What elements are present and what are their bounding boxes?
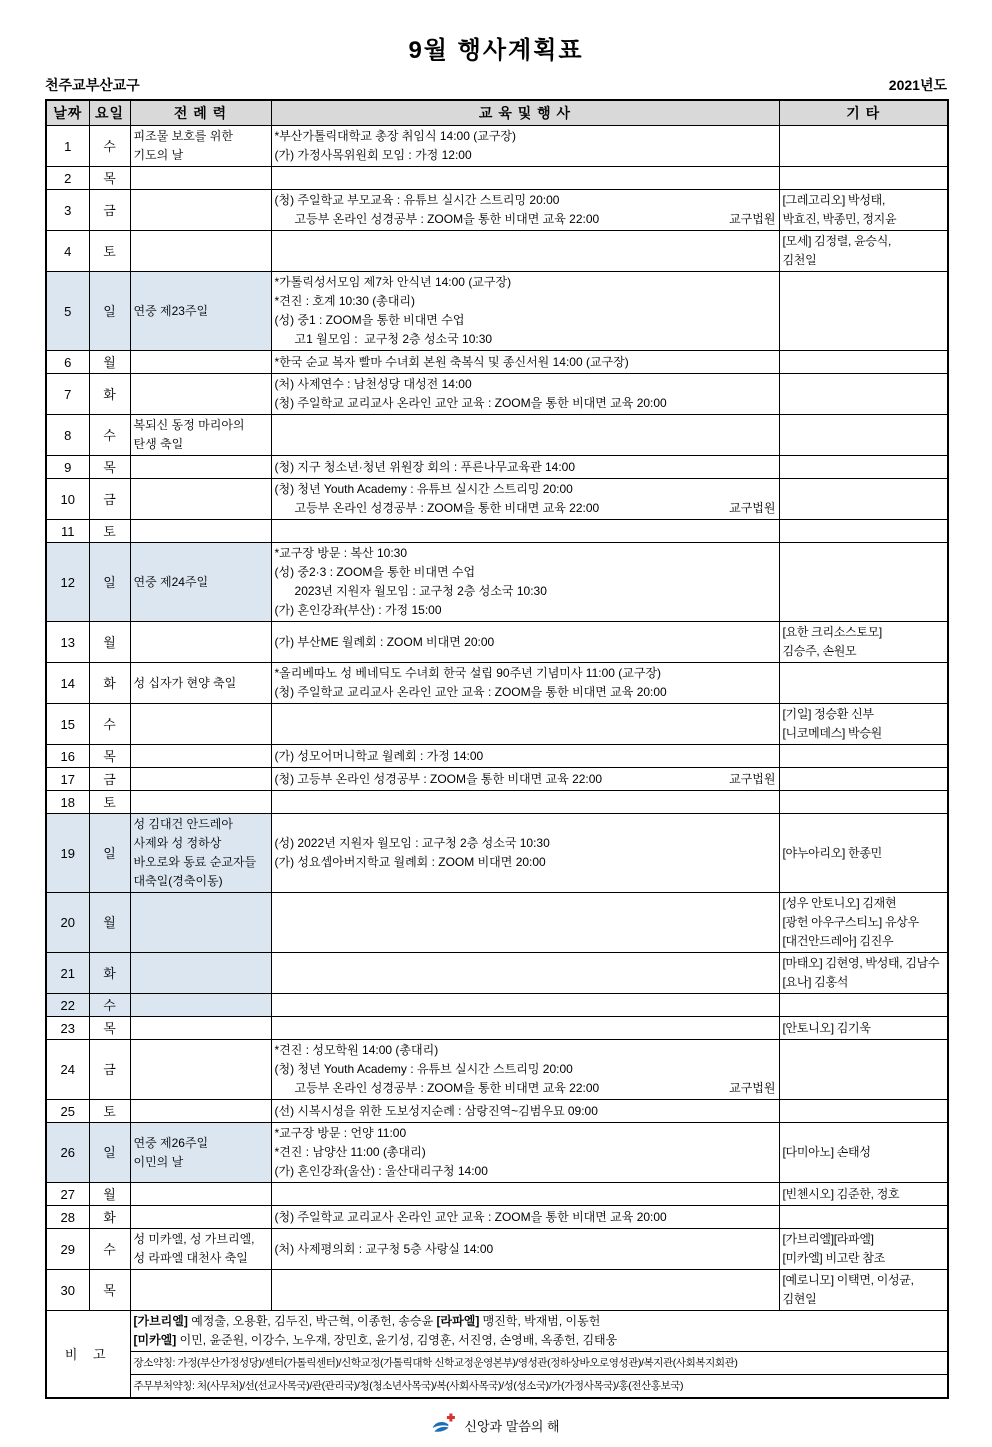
schedule-row	[46, 190, 948, 231]
etc-cell	[779, 622, 948, 663]
etc-cell	[779, 1270, 948, 1311]
etc-cell	[779, 374, 948, 415]
date-cell: 4	[46, 231, 89, 272]
liturgy-cell	[130, 479, 271, 520]
event-line: (청) 청년 Youth Academy : 유튜브 실시간 스트리밍 20:00	[274, 482, 573, 496]
etc-cell	[779, 1183, 948, 1206]
liturgy-cell	[130, 953, 271, 994]
events-cell	[271, 272, 779, 351]
liturgy-line: 성 미카엘, 성 가브리엘,	[133, 1232, 255, 1246]
date-cell: 3	[46, 190, 89, 231]
day-cell: 목	[89, 1017, 130, 1040]
day-cell: 월	[89, 893, 130, 953]
liturgy-line: 사제와 성 정하상	[133, 836, 222, 850]
schedule-row	[46, 814, 948, 893]
schedule-row	[46, 1183, 948, 1206]
date-cell: 16	[46, 745, 89, 768]
liturgy-cell	[130, 1123, 271, 1183]
etc-line: [예로니모] 이택면, 이성균,	[782, 1273, 914, 1287]
etc-cell	[779, 190, 948, 231]
etc-cell	[779, 1229, 948, 1270]
date-cell: 13	[46, 622, 89, 663]
etc-line: [모세] 김정렬, 윤승식,	[782, 234, 892, 248]
notes-content	[130, 1352, 948, 1375]
events-cell	[271, 456, 779, 479]
schedule-row	[46, 704, 948, 745]
event-line: (가) 혼인강좌(부산) : 가정 15:00	[274, 603, 442, 617]
notes-content	[130, 1311, 948, 1352]
day-cell: 월	[89, 351, 130, 374]
day-cell: 목	[89, 1270, 130, 1311]
etc-line: [그레고리오] 박성태,	[782, 193, 885, 207]
liturgy-cell	[130, 126, 271, 167]
event-line: (성) 중2·3 : ZOOM을 통한 비대면 수업	[274, 565, 476, 579]
schedule-row	[46, 1229, 948, 1270]
schedule-row	[46, 622, 948, 663]
etc-cell	[779, 126, 948, 167]
date-cell: 26	[46, 1123, 89, 1183]
events-cell	[271, 543, 779, 622]
notes-text: 맹진학, 박재범, 이동헌	[479, 1314, 601, 1328]
liturgy-cell	[130, 231, 271, 272]
events-cell	[271, 1123, 779, 1183]
liturgy-cell	[130, 994, 271, 1017]
event-line	[275, 499, 776, 518]
events-cell	[271, 1229, 779, 1270]
events-cell	[271, 1040, 779, 1100]
day-cell: 일	[89, 543, 130, 622]
notes-row	[46, 1375, 948, 1399]
liturgy-cell	[130, 893, 271, 953]
events-cell	[271, 1206, 779, 1229]
day-cell: 수	[89, 415, 130, 456]
event-line: *올리베따노 성 베네딕도 수녀회 한국 설립 90주년 기념미사 11:00 (교구장)	[274, 666, 662, 680]
event-text: 고등부 온라인 성경공부 : ZOOM을 통한 비대면 교육 22:00	[274, 212, 600, 226]
events-cell	[271, 190, 779, 231]
etc-line: [니코메데스] 박승원	[782, 726, 882, 740]
date-cell: 9	[46, 456, 89, 479]
etc-cell	[779, 663, 948, 704]
schedule-row	[46, 374, 948, 415]
schedule-row	[46, 1206, 948, 1229]
schedule-row	[46, 1100, 948, 1123]
event-text: (청) 고등부 온라인 성경공부 : ZOOM을 통한 비대면 교육 22:00	[274, 771, 603, 786]
event-line: (성) 중1 : ZOOM을 통한 비대면 수업	[274, 313, 465, 327]
event-line: 고1 월모임 : 교구청 2층 성소국 10:30	[274, 332, 493, 346]
events-cell	[271, 745, 779, 768]
etc-cell	[779, 994, 948, 1017]
diocese-logo	[432, 1413, 458, 1437]
event-line	[275, 1079, 776, 1098]
event-line: (가) 성모어머니학교 월례회 : 가정 14:00	[274, 748, 484, 763]
date-cell: 21	[46, 953, 89, 994]
etc-line: 김승주, 손원모	[782, 644, 857, 658]
event-line: (선) 시복시성을 위한 도보성지순례 : 삼랑진역~김범우묘 09:00	[274, 1103, 598, 1118]
event-line: *견진 : 호계 10:30 (총대리)	[274, 294, 416, 308]
day-cell: 수	[89, 994, 130, 1017]
liturgy-cell	[130, 704, 271, 745]
date-cell: 23	[46, 1017, 89, 1040]
liturgy-cell	[130, 745, 271, 768]
event-line: *한국 순교 복자 빨마 수녀회 본원 축복식 및 종신서원 14:00 (교구장)	[274, 354, 629, 369]
event-text: 고등부 온라인 성경공부 : ZOOM을 통한 비대면 교육 22:00	[274, 501, 600, 515]
liturgy-cell	[130, 272, 271, 351]
liturgy-cell	[130, 814, 271, 893]
date-cell: 2	[46, 167, 89, 190]
events-cell	[271, 1270, 779, 1311]
etc-line: 박효진, 박종민, 정지윤	[782, 212, 897, 226]
notes-text: 예정출, 오용환, 김두진, 박근혁, 이종헌, 송승윤	[187, 1314, 437, 1328]
events-cell	[271, 1017, 779, 1040]
day-cell: 화	[89, 663, 130, 704]
etc-cell	[779, 745, 948, 768]
etc-cell	[779, 167, 948, 190]
event-right-tag: 교구법원	[729, 212, 776, 226]
liturgy-cell	[130, 1017, 271, 1040]
liturgy-cell	[130, 456, 271, 479]
liturgy-cell	[130, 167, 271, 190]
notes-bold-tag: [미카엘]	[133, 1333, 177, 1347]
notes-row	[46, 1311, 948, 1352]
events-cell	[271, 415, 779, 456]
day-cell: 토	[89, 520, 130, 543]
schedule-row	[46, 272, 948, 351]
date-cell: 5	[46, 272, 89, 351]
day-cell: 금	[89, 768, 130, 791]
schedule-row	[46, 1017, 948, 1040]
day-cell: 토	[89, 1100, 130, 1123]
etc-cell	[779, 479, 948, 520]
events-cell	[271, 167, 779, 190]
liturgy-cell	[130, 1206, 271, 1229]
etc-cell	[779, 893, 948, 953]
date-cell: 27	[46, 1183, 89, 1206]
day-cell: 금	[89, 479, 130, 520]
etc-line: [성우 안토니오] 김재현	[782, 896, 897, 910]
event-line: (가) 혼인강좌(울산) : 울산대리구청 14:00	[274, 1164, 488, 1178]
table-header	[46, 100, 948, 126]
etc-cell	[779, 1123, 948, 1183]
col-header-events: 교 육 및 행 사	[271, 100, 779, 126]
events-cell	[271, 814, 779, 893]
liturgy-cell	[130, 1040, 271, 1100]
event-line: (청) 청년 Youth Academy : 유튜브 실시간 스트리밍 20:00	[274, 1062, 573, 1076]
date-cell: 10	[46, 479, 89, 520]
event-line: (가) 부산ME 월례회 : ZOOM 비대면 20:00	[274, 634, 495, 649]
notes-line	[134, 1312, 945, 1331]
notes-line	[134, 1331, 945, 1350]
etc-line: 김현일	[782, 1292, 817, 1306]
liturgy-line: 바오로와 동료 순교자들	[133, 855, 257, 869]
col-header-date: 날짜	[46, 100, 89, 126]
etc-line: [가브리엘][라파엘]	[782, 1232, 874, 1246]
liturgy-cell	[130, 1100, 271, 1123]
org-name: 천주교부산교구	[45, 77, 140, 93]
etc-line: [대건안드레아] 김진우	[782, 934, 894, 948]
liturgy-line: 탄생 축일	[133, 437, 184, 451]
schedule-row	[46, 351, 948, 374]
liturgy-line: 복되신 동정 마리아의	[133, 418, 245, 432]
day-cell: 목	[89, 745, 130, 768]
notes-row	[46, 1352, 948, 1375]
etc-line: [요나] 김홍석	[782, 975, 849, 989]
day-cell: 토	[89, 791, 130, 814]
events-cell	[271, 374, 779, 415]
event-line: *부산가톨릭대학교 총장 취임식 14:00 (교구장)	[274, 129, 517, 143]
etc-cell	[779, 231, 948, 272]
liturgy-line: 피조물 보호를 위한	[133, 129, 233, 143]
etc-cell	[779, 704, 948, 745]
schedule-row	[46, 893, 948, 953]
schedule-row	[46, 1123, 948, 1183]
notes-label: 비 고	[46, 1311, 130, 1399]
event-line: *교구장 방문 : 복산 10:30	[274, 546, 408, 560]
date-cell: 19	[46, 814, 89, 893]
notes-text: 주무부처약칭: 처(사무처)/선(선교사목국)/관(관리국)/청(청소년사목국)/복(사회사목국)/성(성소국)/가(가정사목국)/홍(전산홍보국)	[133, 1379, 684, 1392]
notes-text: 장소약칭: 가정(부산가정성당)/센터(가톨릭센터)/신학교정(가톨릭대학 신학교정운영본부)/영성관(정하상바오로영성관)/복지관(사회복지회관)	[133, 1356, 738, 1369]
liturgy-cell	[130, 1183, 271, 1206]
date-cell: 14	[46, 663, 89, 704]
schedule-row	[46, 543, 948, 622]
date-cell: 12	[46, 543, 89, 622]
schedule-row	[46, 953, 948, 994]
event-line: *견진 : 성모학원 14:00 (총대리)	[274, 1043, 439, 1057]
date-cell: 18	[46, 791, 89, 814]
liturgy-cell	[130, 768, 271, 791]
event-line: (청) 주일학교 교리교사 온라인 교안 교육 : ZOOM을 통한 비대면 교육 20:00	[274, 1209, 667, 1224]
event-line	[275, 770, 776, 789]
date-cell: 1	[46, 126, 89, 167]
etc-line: [안토니오] 김기욱	[782, 1020, 871, 1035]
liturgy-line: 성 김대건 안드레아	[133, 817, 233, 831]
etc-cell	[779, 456, 948, 479]
event-line: (청) 주일학교 교리교사 온라인 교안 교육 : ZOOM을 통한 비대면 교육 20:00	[274, 396, 667, 410]
etc-cell	[779, 1100, 948, 1123]
schedule-row	[46, 167, 948, 190]
date-cell: 22	[46, 994, 89, 1017]
etc-cell	[779, 543, 948, 622]
day-cell: 일	[89, 1123, 130, 1183]
event-line: *가톨릭성서모임 제7차 안식년 14:00 (교구장)	[274, 275, 512, 289]
etc-line: [광헌 아우구스티노] 유상우	[782, 915, 919, 929]
events-cell	[271, 1100, 779, 1123]
event-line: *견진 : 남양산 11:00 (총대리)	[274, 1145, 426, 1159]
day-cell: 일	[89, 814, 130, 893]
events-cell	[271, 231, 779, 272]
liturgy-line: 대축일(경축이동)	[133, 874, 223, 888]
event-line: (청) 주일학교 부모교육 : 유튜브 실시간 스트리밍 20:00	[274, 193, 560, 207]
date-cell: 17	[46, 768, 89, 791]
date-cell: 7	[46, 374, 89, 415]
etc-cell	[779, 1040, 948, 1100]
events-cell	[271, 126, 779, 167]
liturgy-cell	[130, 1270, 271, 1311]
schedule-row	[46, 1040, 948, 1100]
etc-cell	[779, 351, 948, 374]
day-cell: 일	[89, 272, 130, 351]
etc-line: [다미아노] 손태성	[782, 1145, 871, 1159]
liturgy-line: 연중 제24주일	[133, 574, 209, 589]
date-cell: 8	[46, 415, 89, 456]
event-line: (성) 2022년 지원자 월모임 : 교구청 2층 성소국 10:30	[274, 836, 550, 850]
events-cell	[271, 704, 779, 745]
event-line: (처) 사제연수 : 남천성당 대성전 14:00	[274, 377, 472, 391]
etc-cell	[779, 953, 948, 994]
liturgy-cell	[130, 351, 271, 374]
etc-line: [요한 크리소스토모]	[782, 625, 882, 639]
day-cell: 화	[89, 1206, 130, 1229]
date-cell: 20	[46, 893, 89, 953]
events-cell	[271, 994, 779, 1017]
event-line: (처) 사제평의회 : 교구청 5층 사랑실 14:00	[274, 1241, 494, 1256]
events-cell	[271, 768, 779, 791]
liturgy-line: 이민의 날	[133, 1154, 184, 1169]
date-cell: 6	[46, 351, 89, 374]
etc-line: [마태오] 김현영, 박성태, 김남수	[782, 956, 940, 970]
etc-line: [야누아리오] 한종민	[782, 845, 882, 860]
notes-bold-tag: [가브리엘]	[133, 1314, 188, 1328]
events-cell	[271, 622, 779, 663]
footer-slogan: 신앙과 말씀의 해	[464, 1418, 560, 1434]
event-line: (가) 가정사목위원회 모임 : 가정 12:00	[274, 148, 472, 162]
date-cell: 15	[46, 704, 89, 745]
day-cell: 목	[89, 167, 130, 190]
etc-cell	[779, 791, 948, 814]
date-cell: 24	[46, 1040, 89, 1100]
day-cell: 금	[89, 1040, 130, 1100]
events-cell	[271, 893, 779, 953]
liturgy-line: 성 십자가 현양 축일	[133, 675, 237, 690]
schedule-row	[46, 663, 948, 704]
etc-cell	[779, 768, 948, 791]
day-cell: 토	[89, 231, 130, 272]
etc-line: [미카엘] 비고란 참조	[782, 1251, 885, 1265]
notes-text: 이민, 윤준원, 이강수, 노우재, 장민호, 윤기성, 김영훈, 서진영, 손영배, 옥종헌, 김태웅	[176, 1333, 618, 1347]
liturgy-line: 기도의 날	[133, 148, 184, 162]
events-cell	[271, 479, 779, 520]
schedule-row	[46, 1270, 948, 1311]
event-right-tag: 교구법원	[729, 501, 776, 515]
day-cell: 월	[89, 622, 130, 663]
liturgy-cell	[130, 415, 271, 456]
col-header-liturgy: 전 례 력	[130, 100, 271, 126]
schedule-row	[46, 231, 948, 272]
event-right-tag: 교구법원	[729, 771, 776, 786]
etc-cell	[779, 415, 948, 456]
notes-line	[134, 1354, 945, 1373]
etc-line: [빈첸시오] 김준한, 정호	[782, 1186, 900, 1201]
date-cell: 11	[46, 520, 89, 543]
etc-cell	[779, 272, 948, 351]
col-header-day: 요일	[89, 100, 130, 126]
notes-content	[130, 1375, 948, 1399]
day-cell: 수	[89, 1229, 130, 1270]
notes-line	[134, 1377, 945, 1396]
events-cell	[271, 1183, 779, 1206]
day-cell: 목	[89, 456, 130, 479]
schedule-table	[45, 99, 949, 1399]
event-line: *교구장 방문 : 언양 11:00	[274, 1126, 407, 1140]
event-line: (가) 성요셉아버지학교 월례회 : ZOOM 비대면 20:00	[274, 855, 546, 869]
liturgy-cell	[130, 374, 271, 415]
day-cell: 수	[89, 704, 130, 745]
etc-line: 김천일	[782, 253, 817, 267]
etc-cell	[779, 814, 948, 893]
schedule-row	[46, 520, 948, 543]
notes-bold-tag: [라파엘]	[436, 1314, 480, 1328]
day-cell: 화	[89, 374, 130, 415]
liturgy-line: 연중 제26주일	[133, 1135, 209, 1150]
liturgy-line: 연중 제23주일	[133, 303, 209, 318]
day-cell: 월	[89, 1183, 130, 1206]
event-line: (청) 주일학교 교리교사 온라인 교안 교육 : ZOOM을 통한 비대면 교육 20:00	[274, 685, 667, 699]
events-cell	[271, 791, 779, 814]
schedule-row	[46, 415, 948, 456]
event-line	[275, 210, 776, 229]
schedule-body	[46, 126, 948, 1399]
schedule-row	[46, 479, 948, 520]
date-cell: 25	[46, 1100, 89, 1123]
day-cell: 수	[89, 126, 130, 167]
date-cell: 28	[46, 1206, 89, 1229]
event-text: 고등부 온라인 성경공부 : ZOOM을 통한 비대면 교육 22:00	[274, 1081, 600, 1095]
schedule-row	[46, 126, 948, 167]
liturgy-cell	[130, 1229, 271, 1270]
meta-row	[45, 75, 947, 95]
page-footer	[45, 1413, 947, 1437]
liturgy-cell	[130, 622, 271, 663]
etc-cell	[779, 520, 948, 543]
event-line: (청) 지구 청소년·청년 위원장 회의 : 푸른나무교육관 14:00	[274, 459, 576, 474]
liturgy-cell	[130, 543, 271, 622]
liturgy-line: 성 라파엘 대천사 축일	[133, 1251, 248, 1265]
events-cell	[271, 953, 779, 994]
schedule-row	[46, 791, 948, 814]
date-cell: 30	[46, 1270, 89, 1311]
event-line: 2023년 지원자 월모임 : 교구청 2층 성소국 10:30	[274, 584, 547, 598]
event-right-tag: 교구법원	[729, 1081, 776, 1095]
schedule-row	[46, 768, 948, 791]
etc-cell	[779, 1017, 948, 1040]
year-label: 2021년도	[888, 77, 947, 93]
date-cell: 29	[46, 1229, 89, 1270]
etc-cell	[779, 1206, 948, 1229]
events-cell	[271, 351, 779, 374]
liturgy-cell	[130, 190, 271, 231]
day-cell: 금	[89, 190, 130, 231]
schedule-row	[46, 745, 948, 768]
page-title: 9월 행사계획표	[408, 37, 584, 64]
day-cell: 화	[89, 953, 130, 994]
liturgy-cell	[130, 791, 271, 814]
schedule-row	[46, 994, 948, 1017]
events-cell	[271, 663, 779, 704]
col-header-etc: 기 타	[779, 100, 948, 126]
etc-line: [기일] 정승환 신부	[782, 707, 874, 721]
liturgy-cell	[130, 663, 271, 704]
events-cell	[271, 520, 779, 543]
liturgy-cell	[130, 520, 271, 543]
schedule-row	[46, 456, 948, 479]
